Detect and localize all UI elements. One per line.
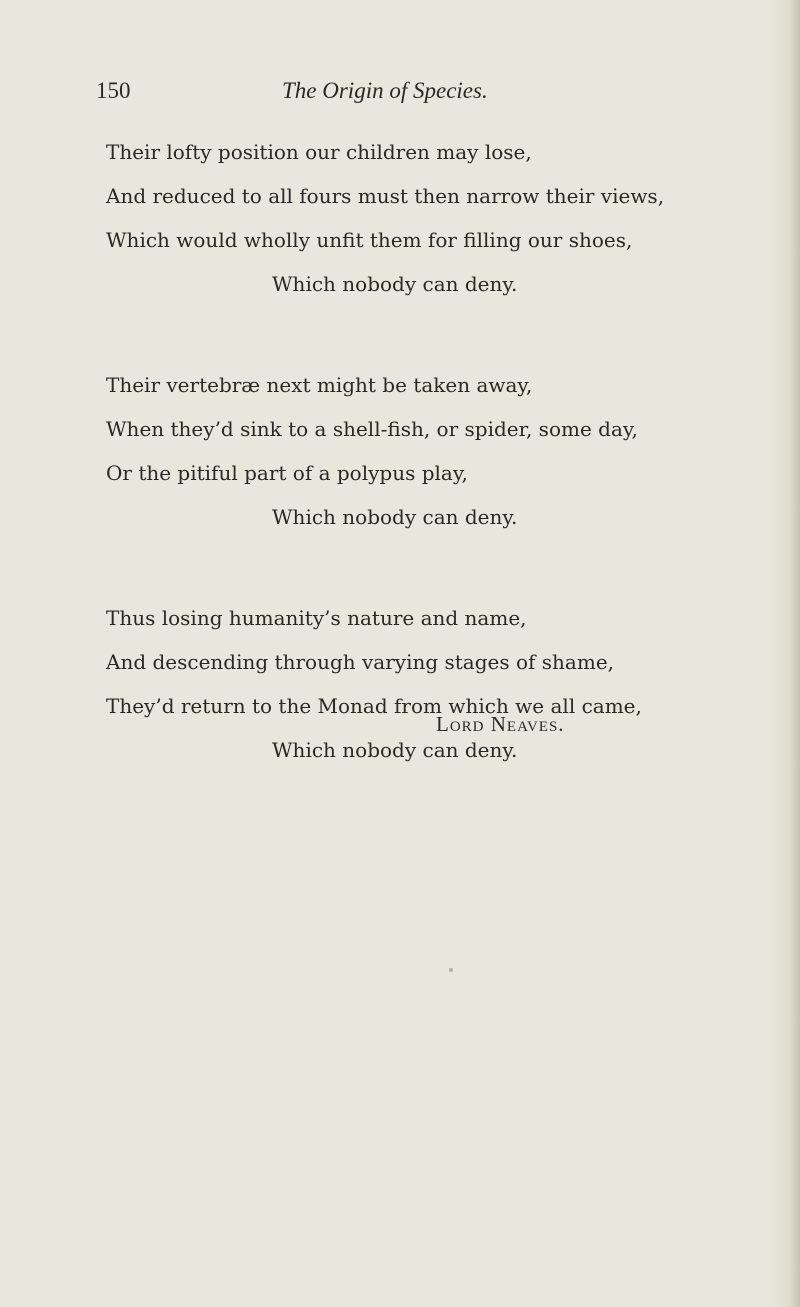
stanza-1 — [106, 130, 786, 306]
poem-line: They’d return to the Monad from which we all came, — [106, 694, 642, 718]
page-number: 150 — [96, 78, 131, 103]
running-title: The Origin of Species. — [282, 78, 488, 103]
running-head — [96, 78, 716, 112]
poem-line: Which would wholly unfit them for filling our shoes, — [106, 228, 633, 252]
author-signature: Lord Neaves. — [436, 712, 565, 736]
stanza-2 — [106, 363, 786, 539]
poem-line: Their vertebræ next might be taken away, — [106, 373, 533, 397]
refrain-line: Which nobody can deny. — [272, 505, 518, 529]
poem-line: Or the pitiful part of a polypus play, — [106, 461, 468, 485]
page-edge — [790, 0, 800, 1307]
refrain-line: Which nobody can deny. — [272, 272, 518, 296]
poem-line: Their lofty position our children may lose, — [106, 140, 532, 164]
poem-line: And reduced to all fours must then narrow their views, — [106, 184, 665, 208]
poem-line: When they’d sink to a shell-fish, or spider, some day, — [106, 417, 638, 441]
paper-speck — [449, 968, 453, 972]
poem-line: Thus losing humanity’s nature and name, — [106, 606, 527, 630]
poem-line: And descending through varying stages of shame, — [106, 650, 615, 674]
refrain-line: Which nobody can deny. — [272, 738, 518, 762]
stanza-3 — [106, 596, 786, 772]
